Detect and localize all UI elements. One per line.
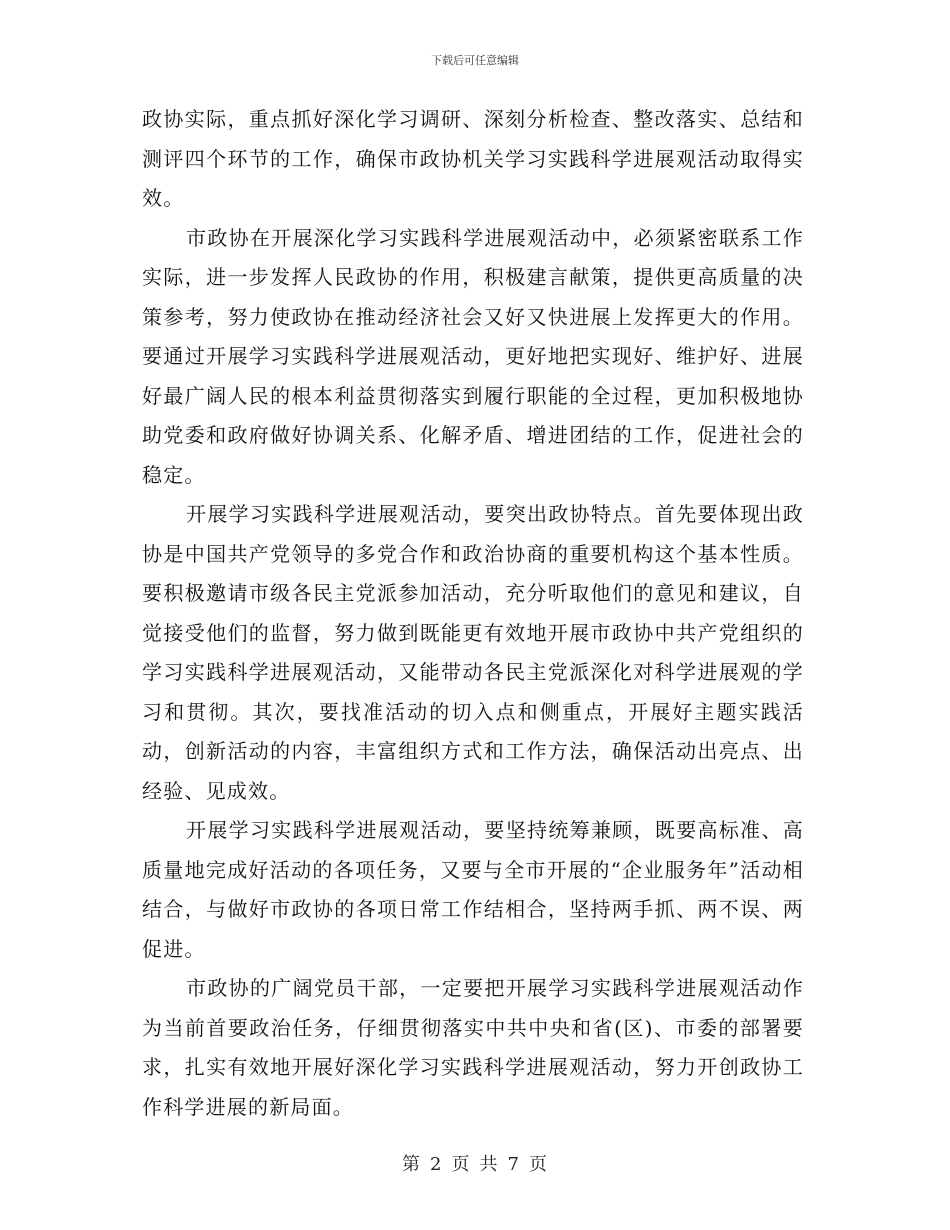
current-page-number: 2 <box>430 1154 443 1175</box>
paragraph: 开展学习实践科学进展观活动，要坚持统筹兼顾，既要高标准、高质量地完成好活动的各项任务，又要与全市开展的“企业服务年”活动相结合，与做好市政协的各项日常工作结相合，坚持两手抓、两不误、两促进。 <box>142 818 804 961</box>
page-number-footer <box>0 1154 950 1176</box>
footer-di: 第 <box>402 1154 422 1175</box>
page-header-note: 下载后可任意编辑 <box>431 54 519 67</box>
paragraph-continuation: 政协实际，重点抓好深化学习调研、深刻分析检查、整改落实、总结和测评四个环节的工作，确保市政协机关学习实践科学进展观活动取得实效。 <box>142 107 804 210</box>
footer-ye-2: 页 <box>528 1154 548 1175</box>
paragraph: 开展学习实践科学进展观活动，要突出政协特点。首先要体现出政协是中国共产党领导的多党合作和政治协商的重要机构这个基本性质。要积极邀请市级各民主党派参加活动，充分听取他们的意见和建议，自觉接受他们的监督，努力做到既能更有效地开展市政协中共产党组织的学习实践科学进展观活动，又能带动各民主党派深化对科学进展观的学习和贯彻。其次，要找准活动的切入点和侧重点，开展好主题实践活动，创新活动的内容，丰富组织方式和工作方法，确保活动出亮点、出经验、见成效。 <box>142 502 804 803</box>
document-body <box>142 100 804 1127</box>
total-page-count: 7 <box>507 1154 520 1175</box>
paragraph: 市政协在开展深化学习实践科学进展观活动中，必须紧密联系工作实际，进一步发挥人民政协的作用，积极建言献策，提供更高质量的决策参考，努力使政协在推动经济社会又好又快进展上发挥更大的作用。要通过开展学习实践科学进展观活动，更好地把实现好、维护好、进展好最广阔人民的根本利益贯彻落实到履行职能的全过程，更加积极地协助党委和政府做好协调关系、化解矛盾、增进团结的工作，促进社会的稳定。 <box>142 225 804 487</box>
paragraph: 市政协的广阔党员干部，一定要把开展学习实践科学进展观活动作为当前首要政治任务，仔细贯彻落实中共中央和省(区)、市委的部署要求，扎实有效地开展好深化学习实践科学进展观活动，努力开创政协工作科学进展的新局面。 <box>142 976 804 1119</box>
footer-ye: 页 <box>451 1154 471 1175</box>
footer-gong: 共 <box>479 1154 499 1175</box>
